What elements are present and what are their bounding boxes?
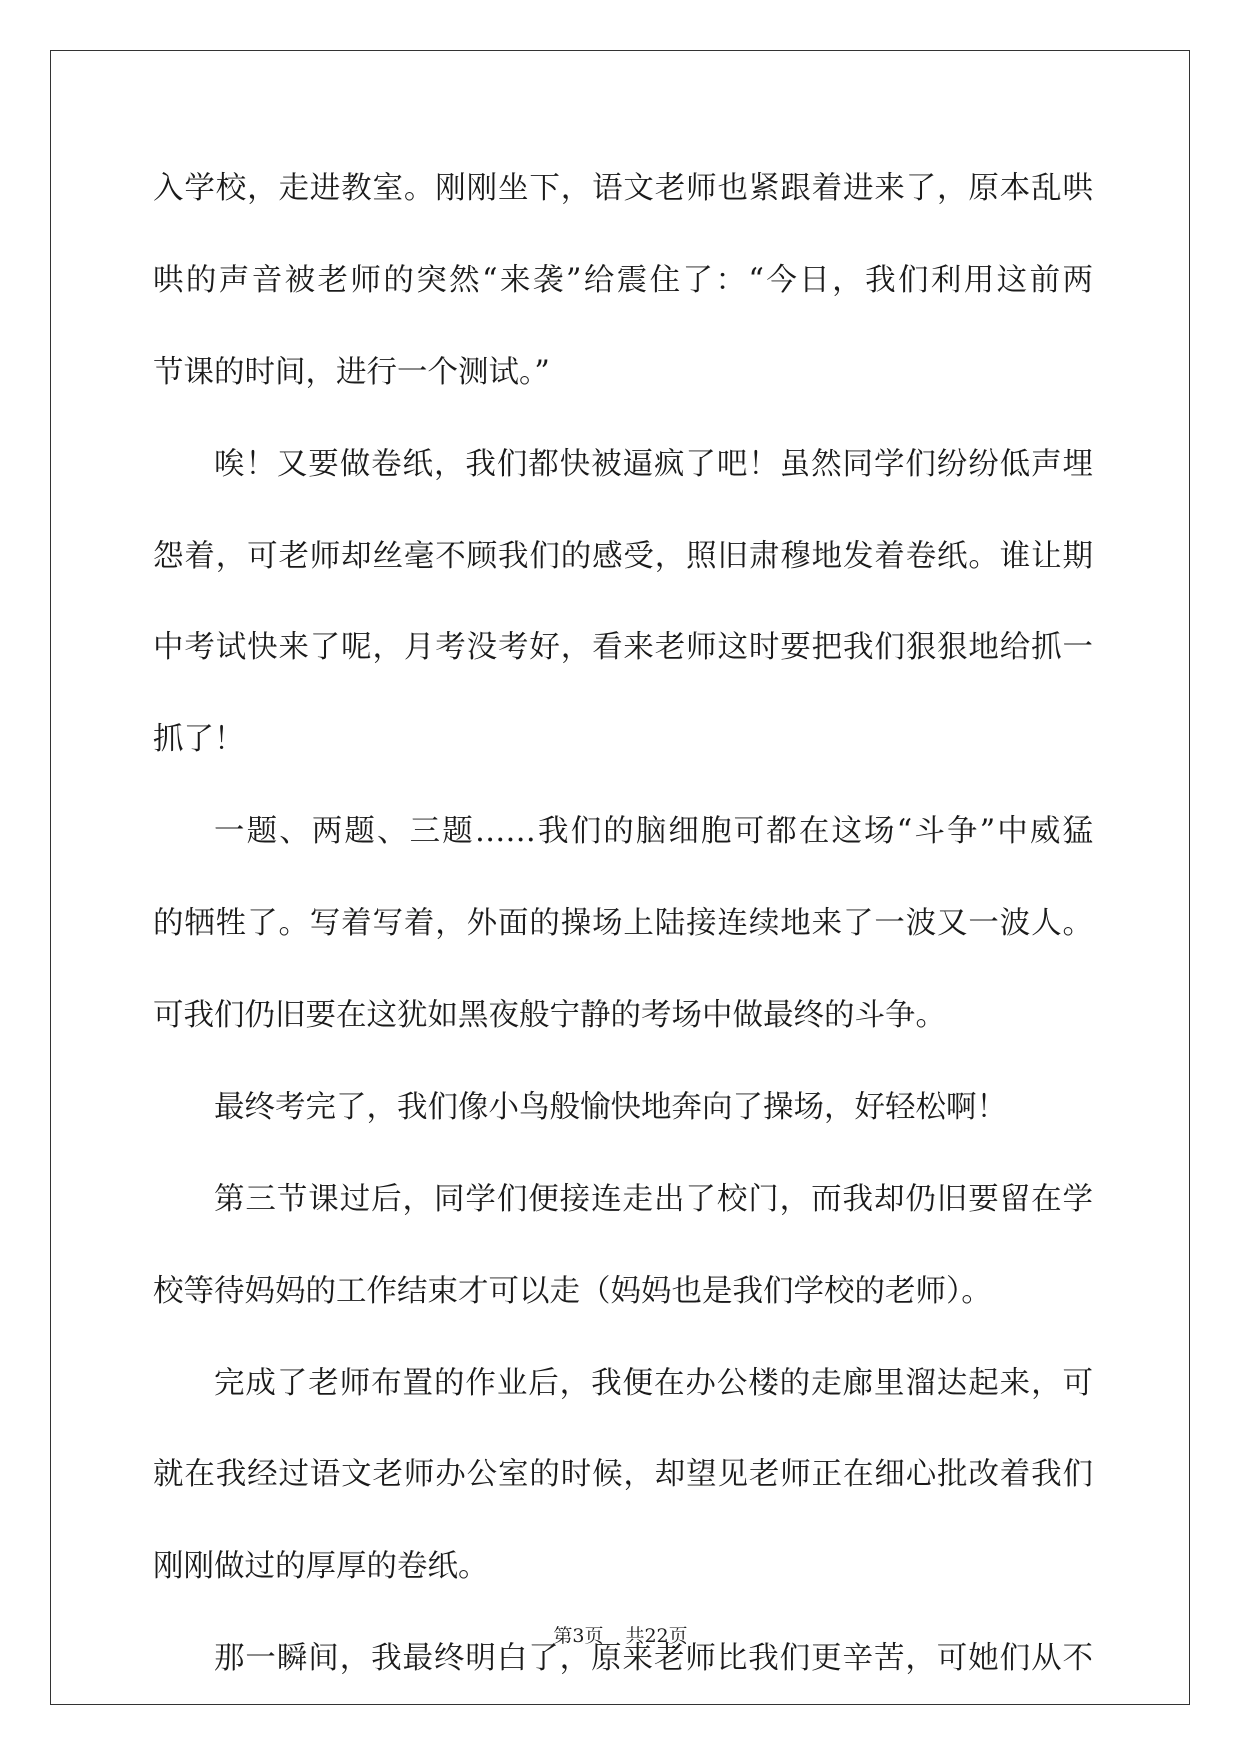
page-total: 共22页 bbox=[625, 1625, 688, 1647]
text-line: 唉！又要做卷纸，我们都快被逼疯了吧！虽然同学们纷纷低声埋 bbox=[214, 446, 1093, 482]
text-line: 第三节课过后，同学们便接连走出了校门，而我却仍旧要留在学 bbox=[214, 1181, 1093, 1217]
text-line: 那一瞬间，我最终明白了，原来老师比我们更辛苦，可她们从不 bbox=[214, 1641, 1093, 1677]
text-line: 哄的声音被老师的突然“来袭”给震住了：“今日，我们利用这前两 bbox=[153, 262, 1093, 298]
text-line: 就在我经过语文老师办公室的时候，却望见老师正在细心批改着我们 bbox=[153, 1457, 1093, 1493]
text-line: 校等待妈妈的工作结束才可以走（妈妈也是我们学校的老师）。 bbox=[153, 1273, 992, 1309]
text-line: 中考试快来了呢，月考没考好，看来老师这时要把我们狠狠地给抓一 bbox=[153, 630, 1093, 666]
text-line: 抓了！ bbox=[153, 722, 245, 758]
text-line: 节课的时间，进行一个测试。” bbox=[153, 354, 550, 390]
document-body bbox=[153, 159, 1093, 1721]
text-line: 的牺牲了。写着写着，外面的操场上陆接连续地来了一波又一波人。 bbox=[153, 906, 1093, 942]
text-line: 一题、两题、三题……我们的脑细胞可都在这场“斗争”中威猛 bbox=[214, 814, 1093, 850]
text-line: 入学校，走进教室。刚刚坐下，语文老师也紧跟着进来了，原本乱哄 bbox=[153, 171, 1093, 206]
page-footer bbox=[0, 1622, 1241, 1650]
text-line: 可我们仍旧要在这犹如黑夜般宁静的考场中做最终的斗争。 bbox=[153, 998, 946, 1034]
text-line: 最终考完了，我们像小鸟般愉快地奔向了操场，好轻松啊！ bbox=[214, 1089, 1007, 1125]
text-line: 完成了老师布置的作业后，我便在办公楼的走廊里溜达起来，可 bbox=[214, 1365, 1093, 1401]
text-line: 刚刚做过的厚厚的卷纸。 bbox=[153, 1549, 489, 1585]
text-line: 怨着，可老师却丝毫不顾我们的感受，照旧肃穆地发着卷纸。谁让期 bbox=[153, 538, 1093, 574]
page-number: 第3页 bbox=[553, 1625, 604, 1647]
